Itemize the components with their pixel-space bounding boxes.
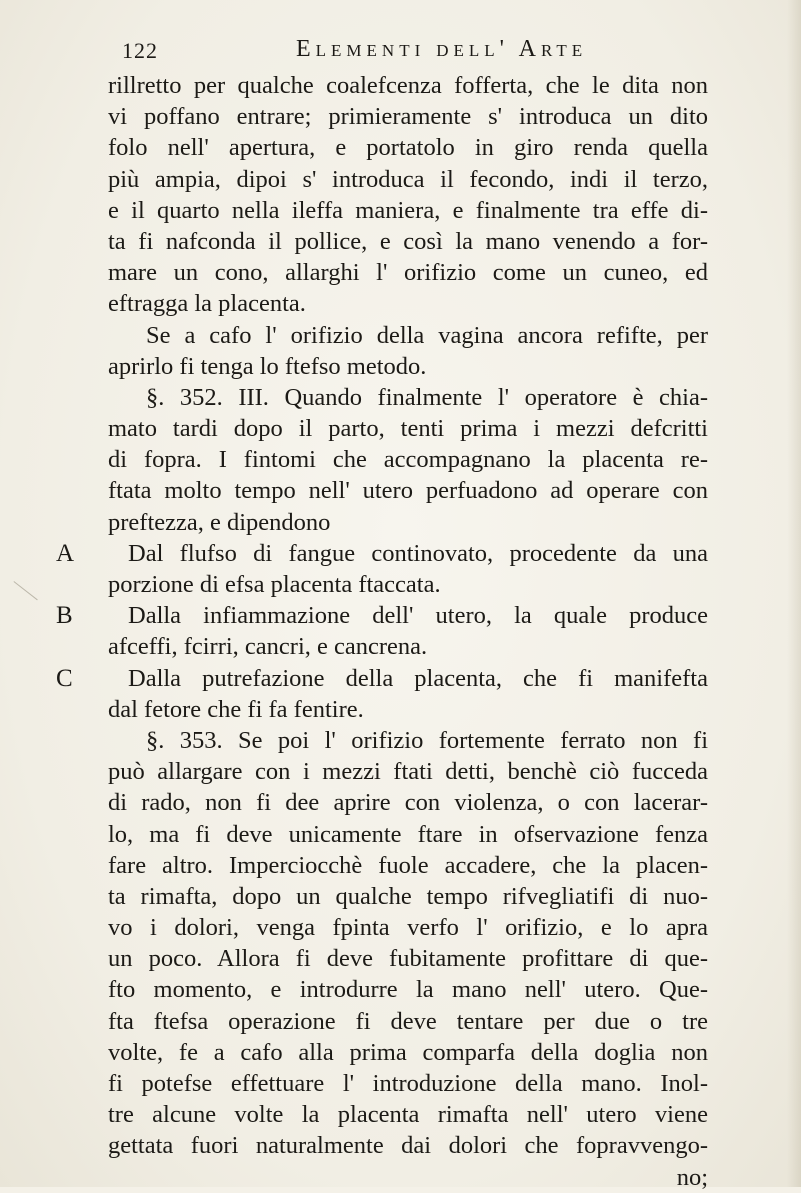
- text-line: folo nell' apertura, e portatolo in giro renda quella: [108, 134, 708, 162]
- running-title: Elementi dell' Arte: [296, 36, 588, 62]
- text-line: afceffi, fcirri, cancri, e cancrena.: [108, 633, 428, 661]
- text-line: ftata molto tempo nell' utero perfuadono ad operare con: [108, 477, 708, 505]
- text-line: mato tardi dopo il parto, tenti prima i mezzi defcritti: [108, 415, 708, 443]
- margin-letter-c: C: [56, 664, 73, 692]
- text-line: fare altro. Imperciocchè fuole accadere, che la placen-: [108, 851, 708, 879]
- list-item-c: C Dalla putrefazione della placenta, che fi manifefta: [108, 663, 708, 694]
- catchword: no;: [676, 1163, 708, 1191]
- text-line: aprirlo fi tenga lo ftefso metodo.: [108, 352, 427, 380]
- text-line: e il quarto nella ileffa maniera, e finalmente tra effe di-: [108, 196, 708, 224]
- paper-mark: [12, 581, 37, 602]
- page-edge-shadow: [787, 0, 801, 1187]
- text-line: rillretto per qualche coalefcenza fofferta, che le dita non: [108, 72, 708, 99]
- text-line: gettata fuori naturalmente dai dolori che fopravvengo-: [108, 1132, 708, 1160]
- paragraph-352-start: §. 352. III. Quando finalmente l' operatore è chia-: [146, 383, 708, 411]
- text-line: dal fetore che fi fa fentire.: [108, 695, 364, 723]
- text-line: di rado, non fi dee aprire con violenza, o con lacerar-: [108, 789, 708, 817]
- text-line: tre alcune volte la placenta rimafta nell' utero viene: [108, 1101, 708, 1129]
- margin-letter-b: B: [56, 602, 73, 630]
- text-line: preftezza, e dipendono: [108, 508, 331, 536]
- text-line: Se a cafo l' orifizio della vagina ancora refifte, per: [146, 321, 708, 349]
- list-item-b: B Dalla infiammazione dell' utero, la quale produce: [108, 600, 708, 631]
- text-line: di fopra. I fintomi che accompagnano la placenta re-: [108, 446, 708, 474]
- text-line: porzione di efsa placenta ftaccata.: [108, 571, 441, 598]
- text-line: eftragga la placenta.: [108, 290, 306, 318]
- page-header: [108, 30, 708, 66]
- body-text: [56, 70, 708, 1193]
- text-line: fto momento, e introdurre la mano nell' utero. Que-: [108, 976, 708, 1004]
- text-line: un poco. Allora fi deve fubitamente profittare di que-: [108, 945, 708, 973]
- paragraph-353-start: §. 353. Se poi l' orifizio fortemente ferrato non fi: [146, 726, 708, 754]
- text-line: lo, ma fi deve unicamente ftare in ofservazione fenza: [108, 820, 708, 848]
- page-number: 122: [122, 38, 158, 63]
- text-line: volte, fe a cafo alla prima comparfa della doglia non: [108, 1038, 708, 1066]
- text-line: può allargare con i mezzi ftati detti, benchè ciò fucceda: [108, 758, 708, 786]
- margin-letter-a: A: [56, 539, 75, 567]
- text-line: vo i dolori, venga fpinta verfo l' orifizio, e lo apra: [108, 914, 708, 942]
- text-line: mare un cono, allarghi l' orifizio come un cuneo, ed: [108, 259, 708, 287]
- text-line: più ampia, dipoi s' introduca il fecondo, indi il terzo,: [108, 165, 708, 193]
- text-line: fi potefse effettuare l' introduzione della mano. Inol-: [108, 1070, 708, 1097]
- text-line: ta fi nafconda il pollice, e così la mano venendo a for-: [108, 227, 708, 255]
- text-line: ta rimafta, dopo un qualche tempo rifvegliatifi di nuo-: [108, 882, 708, 910]
- list-item-a: A Dal flufso di fangue continovato, procedente da una: [108, 538, 708, 569]
- text-line: vi poffano entrare; primieramente s' introduca un dito: [108, 103, 708, 131]
- text-line: fta ftefsa operazione fi deve tentare per due o tre: [108, 1007, 708, 1035]
